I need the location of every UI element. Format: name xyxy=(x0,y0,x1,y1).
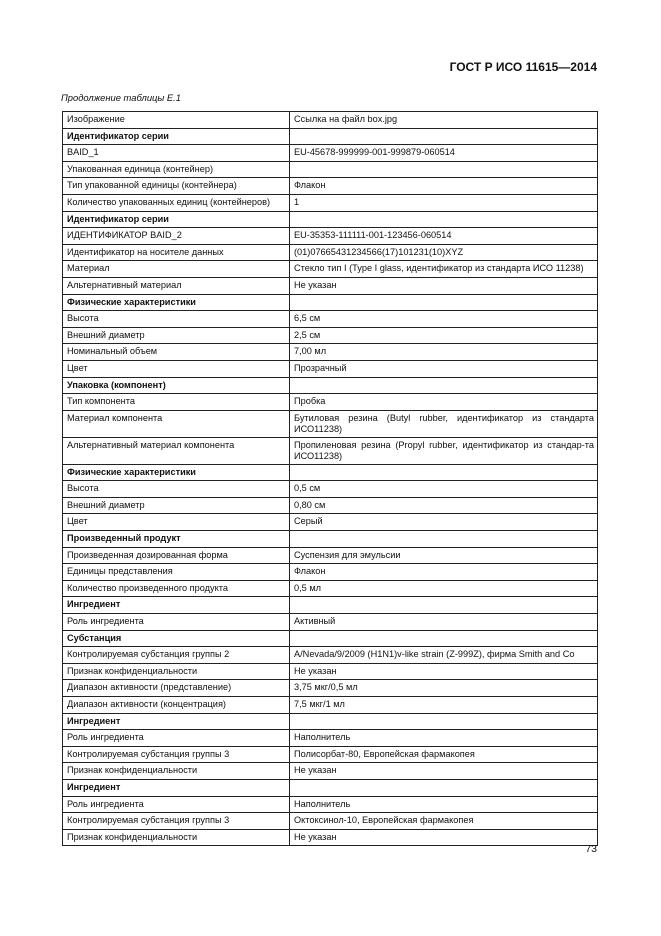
attribute-name-cell: Высота xyxy=(63,481,290,498)
attribute-value-cell: 0,5 мл xyxy=(290,580,598,597)
attribute-name-cell: Произведенная дозированная форма xyxy=(63,547,290,564)
attribute-name-cell: ИДЕНТИФИКАТОР BAID_2 xyxy=(63,228,290,245)
attribute-value-cell: Флакон xyxy=(290,178,598,195)
attribute-value-cell: Октоксинол-10, Европейская фармакопея xyxy=(290,813,598,830)
attribute-value-cell: Ссылка на файл box.jpg xyxy=(290,112,598,129)
section-title-cell: Ингредиент xyxy=(63,779,290,796)
attribute-value-cell: Не указан xyxy=(290,763,598,780)
table-row xyxy=(63,244,598,261)
attribute-name-cell: Тип компонента xyxy=(63,394,290,411)
attribute-name-cell: Количество произведенного продукта xyxy=(63,580,290,597)
attribute-name-cell: Контролируемая субстанция группы 2 xyxy=(63,647,290,664)
attribute-value-cell: 1 xyxy=(290,194,598,211)
table-row xyxy=(63,663,598,680)
attribute-value-cell xyxy=(290,464,598,481)
section-title-cell: Ингредиент xyxy=(63,597,290,614)
attribute-name-cell: Диапазон активности (концентрация) xyxy=(63,697,290,714)
attribute-value-cell: 0,80 см xyxy=(290,497,598,514)
table-row xyxy=(63,829,598,846)
table-row xyxy=(63,327,598,344)
table-row xyxy=(63,178,598,195)
attribute-name-cell: Альтернативный материал xyxy=(63,277,290,294)
attribute-name-cell: Контролируемая субстанция группы 3 xyxy=(63,746,290,763)
table-row xyxy=(63,394,598,411)
attribute-value-cell: EU-45678-999999-001-999879-060514 xyxy=(290,145,598,162)
section-header-row xyxy=(63,211,598,228)
section-title-cell: Идентификатор серии xyxy=(63,211,290,228)
section-title-cell: Субстанция xyxy=(63,630,290,647)
table-caption: Продолжение таблицы Е.1 xyxy=(61,92,181,103)
document-header xyxy=(60,60,597,74)
attribute-value-cell: Бутиловая резина (Butyl rubber, идентификатор из стандарта ИСО11238) xyxy=(290,410,598,437)
attribute-name-cell: Количество упакованных единиц (контейнеров) xyxy=(63,194,290,211)
table-row xyxy=(63,614,598,631)
attribute-name-cell: Идентификатор на носителе данных xyxy=(63,244,290,261)
section-title-cell: Физические характеристики xyxy=(63,464,290,481)
attribute-value-cell xyxy=(290,630,598,647)
attribute-value-cell: 7,00 мл xyxy=(290,344,598,361)
page-number: 73 xyxy=(585,843,597,855)
attribute-value-cell: Пробка xyxy=(290,394,598,411)
attribute-value-cell: Флакон xyxy=(290,564,598,581)
attribute-name-cell: Диапазон активности (представление) xyxy=(63,680,290,697)
table-row xyxy=(63,697,598,714)
attribute-value-cell xyxy=(290,779,598,796)
attribute-name-cell: Контролируемая субстанция группы 3 xyxy=(63,813,290,830)
attribute-value-cell: Серый xyxy=(290,514,598,531)
table-row xyxy=(63,194,598,211)
attribute-value-cell: Стекло тип I (Type I glass, идентификатор из стандарта ИСО 11238) xyxy=(290,261,598,278)
attribute-name-cell: Упакованная единица (контейнер) xyxy=(63,161,290,178)
table-row xyxy=(63,228,598,245)
attribute-value-cell: 0,5 см xyxy=(290,481,598,498)
attribute-value-cell xyxy=(290,211,598,228)
attribute-value-cell: Пропиленовая резина (Propyl rubber, идентификатор из стандар-та ИСО11238) xyxy=(290,437,598,464)
section-header-row xyxy=(63,713,598,730)
attribute-name-cell: Признак конфиденциальности xyxy=(63,763,290,780)
table-row xyxy=(63,647,598,664)
attribute-name-cell: Цвет xyxy=(63,360,290,377)
table-row xyxy=(63,311,598,328)
attribute-name-cell: Высота xyxy=(63,311,290,328)
table-row xyxy=(63,547,598,564)
attribute-value-cell: A/Nevada/9/2009 (H1N1)v-like strain (Z-999Z), фирма Smith and Co xyxy=(290,647,598,664)
attribute-value-cell: EU-35353-111111-001-123456-060514 xyxy=(290,228,598,245)
table-row xyxy=(63,746,598,763)
table-row xyxy=(63,261,598,278)
attribute-value-cell xyxy=(290,597,598,614)
attribute-name-cell: Тип упакованной единицы (контейнера) xyxy=(63,178,290,195)
attribute-name-cell: Альтернативный материал компонента xyxy=(63,437,290,464)
attribute-value-cell xyxy=(290,161,598,178)
attribute-value-cell xyxy=(290,713,598,730)
table-row xyxy=(63,497,598,514)
attribute-value-cell: Не указан xyxy=(290,663,598,680)
attribute-name-cell: BAID_1 xyxy=(63,145,290,162)
table-row xyxy=(63,112,598,129)
table-row xyxy=(63,437,598,464)
attribute-value-cell: 3,75 мкг/0,5 мл xyxy=(290,680,598,697)
table-row xyxy=(63,514,598,531)
section-header-row xyxy=(63,630,598,647)
attribute-name-cell: Единицы представления xyxy=(63,564,290,581)
attribute-value-cell: Не указан xyxy=(290,277,598,294)
attribute-name-cell: Материал xyxy=(63,261,290,278)
table-row xyxy=(63,580,598,597)
table-row xyxy=(63,680,598,697)
section-header-row xyxy=(63,377,598,394)
specification-table xyxy=(62,111,598,846)
attribute-value-cell xyxy=(290,294,598,311)
section-title-cell: Идентификатор серии xyxy=(63,128,290,145)
section-title-cell: Произведенный продукт xyxy=(63,531,290,548)
attribute-value-cell: Прозрачный xyxy=(290,360,598,377)
attribute-value-cell xyxy=(290,531,598,548)
attribute-name-cell: Роль ингредиента xyxy=(63,614,290,631)
standard-designation: ГОСТ Р ИСО 11615—2014 xyxy=(449,60,597,74)
attribute-value-cell: 7,5 мкг/1 мл xyxy=(290,697,598,714)
section-header-row xyxy=(63,779,598,796)
table-row xyxy=(63,481,598,498)
section-title-cell: Ингредиент xyxy=(63,713,290,730)
section-title-cell: Физические характеристики xyxy=(63,294,290,311)
section-title-cell: Упаковка (компонент) xyxy=(63,377,290,394)
table-row xyxy=(63,360,598,377)
attribute-value-cell: 2,5 см xyxy=(290,327,598,344)
section-header-row xyxy=(63,464,598,481)
table-row xyxy=(63,161,598,178)
attribute-name-cell: Материал компонента xyxy=(63,410,290,437)
attribute-name-cell: Роль ингредиента xyxy=(63,730,290,747)
attribute-name-cell: Номинальный объем xyxy=(63,344,290,361)
table-row xyxy=(63,796,598,813)
attribute-name-cell: Внешний диаметр xyxy=(63,327,290,344)
section-header-row xyxy=(63,294,598,311)
attribute-value-cell: Наполнитель xyxy=(290,796,598,813)
table-row xyxy=(63,277,598,294)
section-header-row xyxy=(63,531,598,548)
table-row xyxy=(63,145,598,162)
section-header-row xyxy=(63,597,598,614)
attribute-value-cell xyxy=(290,377,598,394)
attribute-value-cell: 6,5 см xyxy=(290,311,598,328)
table-body xyxy=(63,112,598,846)
table-row xyxy=(63,410,598,437)
attribute-value-cell: Активный xyxy=(290,614,598,631)
section-header-row xyxy=(63,128,598,145)
attribute-value-cell: Наполнитель xyxy=(290,730,598,747)
attribute-value-cell: Суспензия для эмульсии xyxy=(290,547,598,564)
attribute-name-cell: Изображение xyxy=(63,112,290,129)
table-row xyxy=(63,813,598,830)
attribute-value-cell: Не указан xyxy=(290,829,598,846)
attribute-name-cell: Внешний диаметр xyxy=(63,497,290,514)
attribute-name-cell: Цвет xyxy=(63,514,290,531)
table-row xyxy=(63,564,598,581)
attribute-value-cell: (01)07665431234566(17)101231(10)XYZ xyxy=(290,244,598,261)
table-row xyxy=(63,730,598,747)
attribute-value-cell: Полисорбат-80, Европейская фармакопея xyxy=(290,746,598,763)
table-row xyxy=(63,763,598,780)
attribute-value-cell xyxy=(290,128,598,145)
attribute-name-cell: Признак конфиденциальности xyxy=(63,829,290,846)
attribute-name-cell: Роль ингредиента xyxy=(63,796,290,813)
table-row xyxy=(63,344,598,361)
attribute-name-cell: Признак конфиденциальности xyxy=(63,663,290,680)
